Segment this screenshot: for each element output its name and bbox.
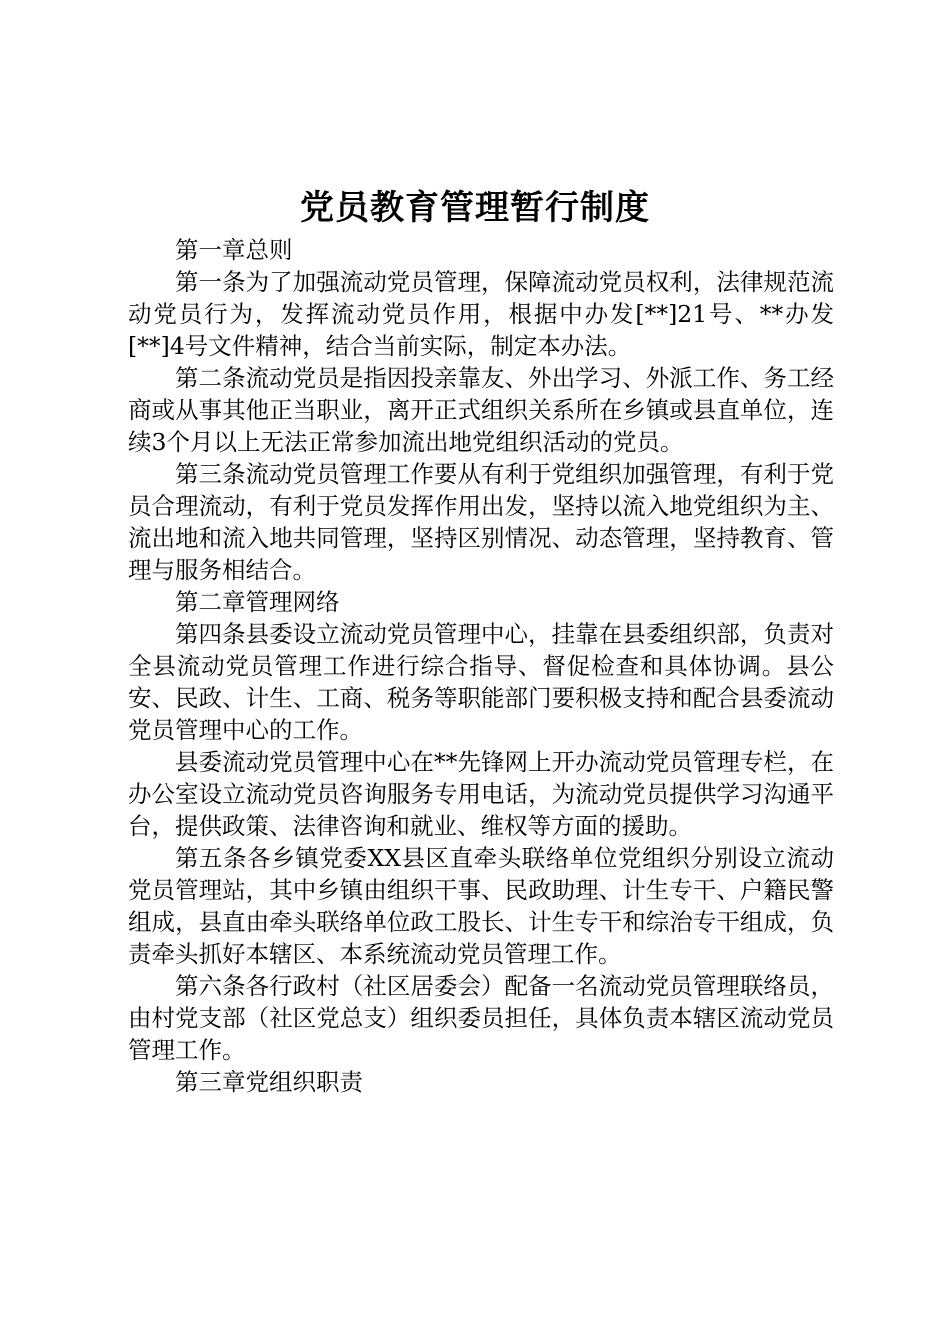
article-1-paragraph: 第一条为了加强流动党员管理，保障流动党员权利，法律规范流动党员行为，发挥流动党员作用，根据中办发[**]21号、**办发[**]4号文件精神，结合当前实际，制定本办法。 (128, 268, 834, 360)
document-body (128, 234, 834, 1098)
management-center-paragraph: 县委流动党员管理中心在**先锋网上开办流动党员管理专栏，在办公室设立流动党员咨询服务专用电话，为流动党员提供学习沟通平台，提供政策、法律咨询和就业、维权等方面的援助。 (128, 748, 834, 840)
chapter-heading-3: 第三章党组织职责 (175, 1068, 363, 1096)
document-title: 党员教育管理暂行制度 (300, 188, 650, 228)
article-6-paragraph: 第六条各行政村（社区居委会）配备一名流动党员管理联络员，由村党支部（社区党总支）组织委员担任，具体负责本辖区流动党员管理工作。 (128, 972, 834, 1064)
chapter-heading-2: 第二章管理网络 (175, 588, 340, 616)
article-4-paragraph: 第四条县委设立流动党员管理中心，挂靠在县委组织部，负责对全县流动党员管理工作进行综合指导、督促检查和具体协调。县公安、民政、计生、工商、税务等职能部门要积极支持和配合县委流动党员管理中心的工作。 (128, 620, 834, 744)
article-2-paragraph: 第二条流动党员是指因投亲靠友、外出学习、外派工作、务工经商或从事其他正当职业，离开正式组织关系所在乡镇或县直单位，连续3个月以上无法正常参加流出地党组织活动的党员。 (128, 364, 834, 456)
article-3-paragraph: 第三条流动党员管理工作要从有利于党组织加强管理，有利于党员合理流动，有利于党员发挥作用出发，坚持以流入地党组织为主、流出地和流入地共同管理，坚持区别情况、动态管理，坚持教育、管理与服务相结合。 (128, 460, 834, 584)
article-5-paragraph: 第五条各乡镇党委XX县区直牵头联络单位党组织分别设立流动党员管理站，其中乡镇由组织干事、民政助理、计生专干、户籍民警组成，县直由牵头联络单位政工股长、计生专干和综治专干组成，负责牵头抓好本辖区、本系统流动党员管理工作。 (128, 844, 834, 968)
chapter-heading-1: 第一章总则 (175, 236, 293, 264)
